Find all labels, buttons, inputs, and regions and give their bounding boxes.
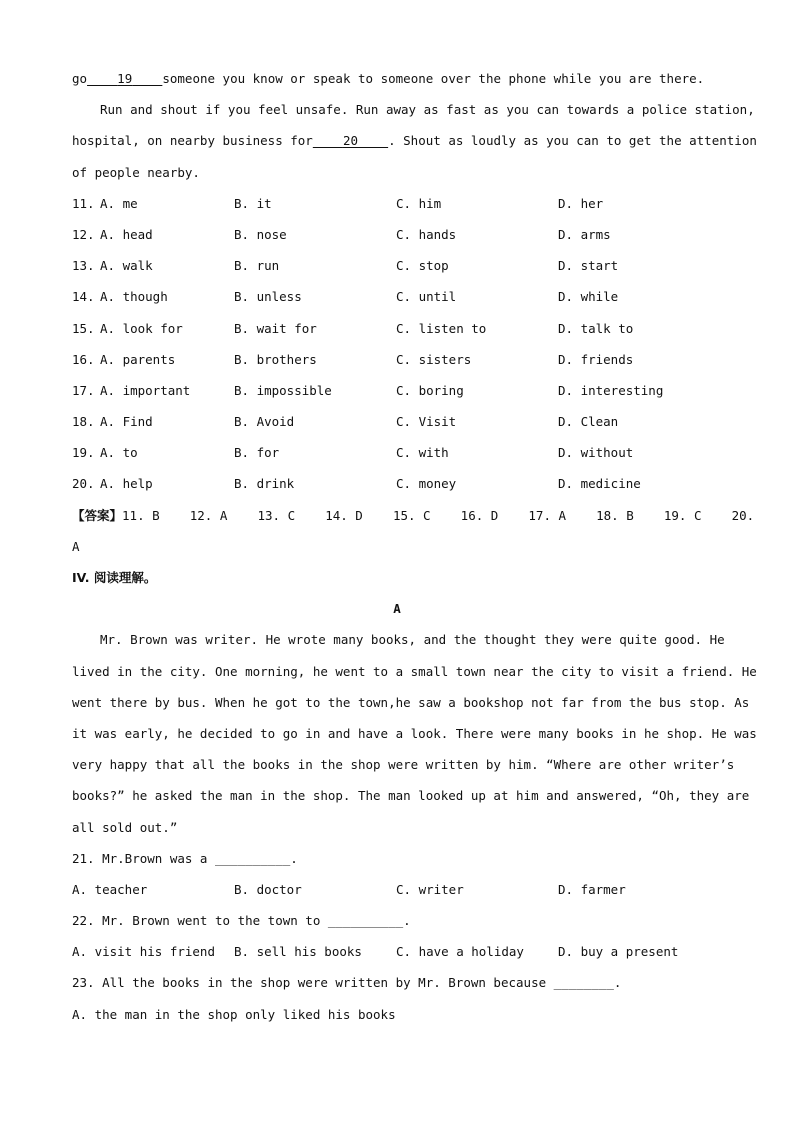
passage-line-4: of people nearby. [72,164,200,180]
question-23: 23. All the books in the shop were written by Mr. Brown because ________. [72,975,622,991]
passage-line-2: Run and shout if you feel unsafe. Run away as fast as you can towards a police station, [100,102,755,118]
option-row-20: 20. A. help B. drink C. money D. medicine [72,476,641,492]
passage-a-line: Mr. Brown was writer. He wrote many books, and the thought they were quite good. He [100,632,725,648]
blank-19: 19 [117,71,133,86]
section-title: IV. 阅读理解。 [72,570,157,585]
passage-line-1 [72,66,722,97]
text: someone you know or speak to someone over the phone while you are there. [162,71,705,86]
answer-key [72,503,755,534]
text: go [72,71,88,86]
option-row-18: 18. A. Find B. Avoid C. Visit D. Clean [72,414,619,430]
answer-text: 11. B 12. A 13. C 14. D 15. C 16. D 17. A 18. B 19. C 20. [122,507,755,523]
passage-a-line: very happy that all the books in the shop were written by him. “Where are other writer’s [72,757,735,773]
answer-wrap: A [72,538,80,554]
question-21-options: A. teacher B. doctor C. writer D. farmer [72,881,626,897]
passage-label: A [393,601,401,617]
question-22: 22. Mr. Brown went to the town to __________. [72,913,411,929]
option-row-12: 12. A. head B. nose C. hands D. arms [72,226,611,242]
passage-a-line: lived in the city. One morning, he went to a small town near the city to visit a friend. He [72,663,757,679]
option-row-17: 17. A. important B. impossible C. boring D. interesting [72,382,664,398]
passage-a [72,627,757,845]
option-row-13: 13. A. walk B. run C. stop D. start [72,258,619,274]
cloze-options [72,191,722,503]
question-22-options: A. visit his friend B. sell his books C. have a holiday D. buy a present [72,944,679,960]
passage-a-line: it was early, he decided to go in and have a look. There were many books in he shop. He was [72,725,757,741]
question-23-option-a: A. the man in the shop only liked his books [72,1006,396,1022]
option-row-15: 15. A. look for B. wait for C. listen to D. talk to [72,320,634,336]
passage-line-3: hospital, on nearby business for 20 . Shout as loudly as you can to get the attention [72,128,722,159]
answer-tag: 【答案】 [72,507,123,523]
option-row-19: 19. A. to B. for C. with D. without [72,445,634,461]
option-row-11: 11. A. me B. it C. him D. her [72,195,604,211]
question-21: 21. Mr.Brown was a __________. [72,850,298,866]
option-row-14: 14. A. though B. unless C. until D. while [72,289,619,305]
passage-a-line: went there by bus. When he got to the town,he saw a bookshop not far from the bus stop. As [72,694,750,710]
blank-20: 20 [342,133,358,149]
document-page [72,66,757,1033]
option-row-16: 16. A. parents B. brothers C. sisters D. friends [72,351,634,367]
passage-a-line: all sold out.” [72,819,178,835]
passage-a-line: books?” he asked the man in the shop. The man looked up at him and answered, “Oh, they are [72,788,750,804]
